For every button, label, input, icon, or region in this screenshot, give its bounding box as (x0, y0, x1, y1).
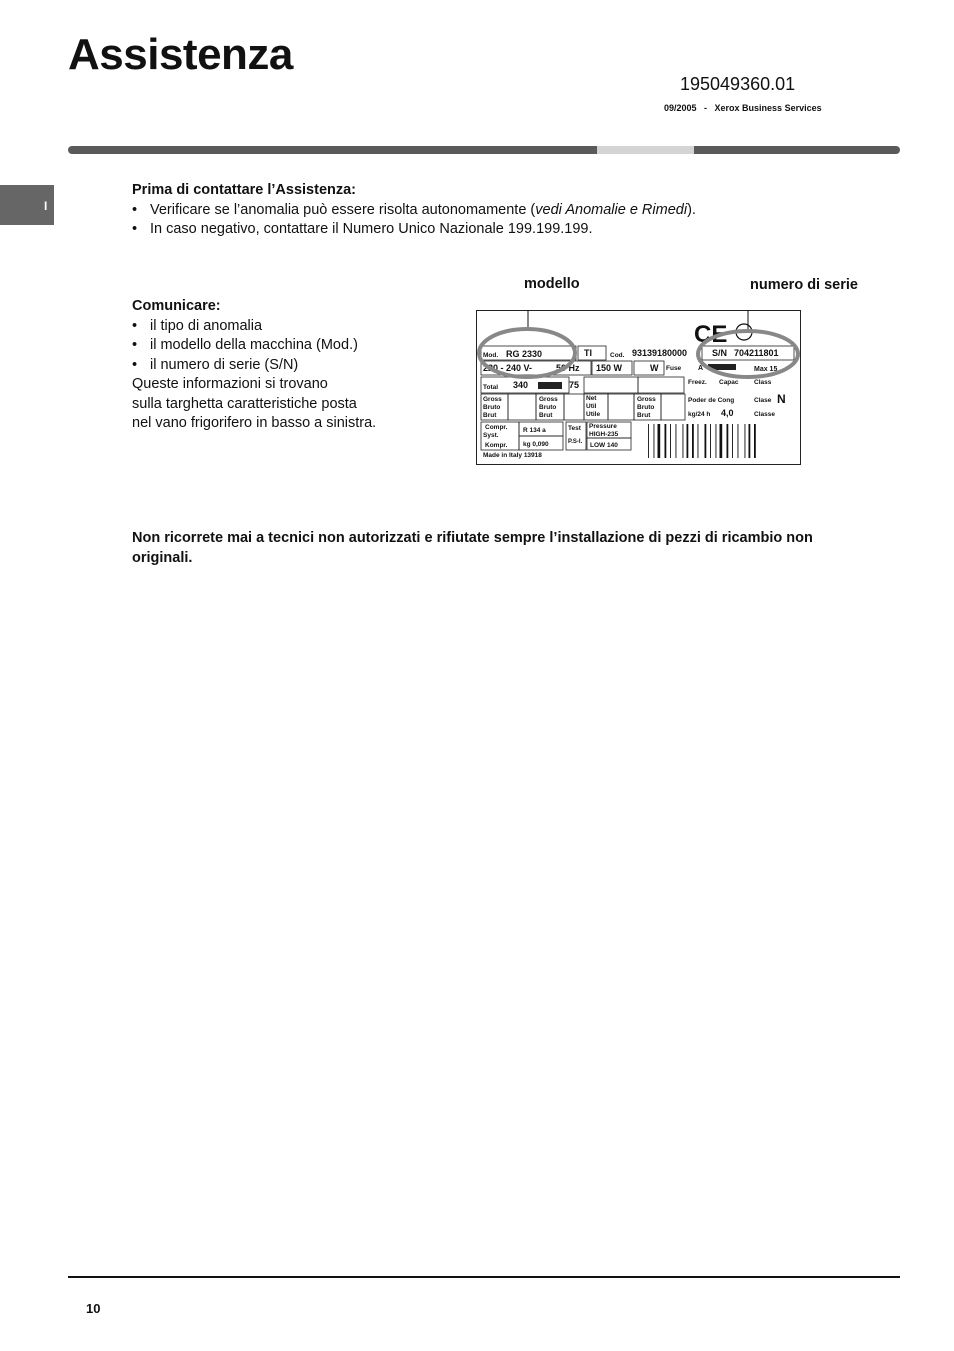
refrigerant-value: R 134 a (523, 427, 546, 434)
footer-divider (68, 1276, 900, 1278)
class-label: Class (754, 379, 772, 386)
page-title: Assistenza (68, 30, 293, 79)
fuse-label: Fuse (666, 365, 682, 372)
total-value: 340 (513, 380, 529, 390)
net-label: Net (586, 395, 597, 402)
communicate-note-line: Queste informazioni si trovano (132, 376, 328, 392)
model-value: RG 2330 (506, 349, 543, 359)
model-callout-label: modello (524, 276, 580, 292)
gross-label: Bruto (483, 404, 501, 411)
before-contact-list (132, 201, 696, 240)
power-value: 150 W (596, 363, 623, 373)
language-tab (0, 185, 54, 225)
capacity-label: Capac (719, 379, 739, 386)
kompressor-label: Kompr. (485, 442, 508, 449)
sn-prefix: S/N (712, 348, 728, 358)
list-item: • Verificare se l’anomalia può essere risolta autonomamente (vedi Anomalie e Rimedi). (132, 201, 696, 221)
gross-label: Brut (483, 412, 497, 419)
gross-label: Bruto (539, 404, 557, 411)
communicate-heading: Comunicare: (132, 298, 221, 314)
gross-label: Gross (637, 396, 656, 403)
refrigerant-quantity-value: kg 0,090 (523, 441, 549, 448)
list-item: • In caso negativo, contattare il Numero Unico Nazionale 199.199.199. (132, 220, 696, 240)
compressor-label: Compr. (485, 424, 508, 431)
mod-prefix: Mod. (483, 352, 499, 359)
classe-label: Classe (754, 411, 775, 418)
header-divider (68, 146, 900, 154)
pressure-low-value: LOW 140 (590, 442, 618, 449)
test-label: Test (568, 425, 581, 432)
ce-mark-icon: CE (694, 321, 728, 348)
max-value: Max 15 (754, 366, 778, 373)
gross-label: Gross (539, 396, 558, 403)
language-tab-label: I (44, 199, 48, 213)
net-label: Utile (586, 411, 601, 418)
freezing-label: Freez. (688, 379, 707, 386)
communicate-note-line: nel vano frigorifero in basso a sinistra. (132, 415, 377, 431)
compressor-label: Syst. (483, 432, 499, 439)
warning-text: Non ricorrete mai a tecnici non autorizzati e rifiutate sempre l’installazione di pezzi di ricambio non originali. (132, 530, 813, 566)
page-number: 10 (86, 1301, 101, 1316)
climate-class-value: N (777, 392, 786, 406)
freezing-capacity-value: 4,0 (721, 408, 734, 418)
lamp-power-value: W (650, 363, 659, 373)
kg24-label: kg/24 h (688, 411, 711, 418)
gross-label: Brut (637, 412, 651, 419)
frequency-value: 50 Hz (556, 363, 580, 373)
list-item: • il modello della macchina (Mod.) (132, 336, 376, 356)
before-contact-heading: Prima di contattare l’Assistenza: (132, 182, 357, 198)
gross-label: Brut (539, 412, 553, 419)
serial-value: 704211801 (734, 348, 779, 358)
star-rating-icon (538, 382, 562, 389)
ti-label: TI (584, 348, 592, 358)
list-item: • il numero di serie (S/N) (132, 356, 376, 376)
document-code: 195049360.01 (680, 74, 796, 94)
serial-callout-label: numero di serie (750, 277, 858, 293)
list-item: • il tipo di anomalia (132, 317, 376, 337)
communicate-note-line: sulla targhetta caratteristiche posta (132, 395, 357, 412)
ampere-label: A (698, 365, 704, 372)
made-in-label: Made in Italy 13918 (483, 452, 542, 459)
rating-plate-figure (476, 310, 801, 465)
gross-label: Gross (483, 396, 502, 403)
communicate-section (132, 297, 376, 434)
psi-label: P.S-I. (568, 439, 583, 445)
gross-label: Bruto (637, 404, 655, 411)
star-compartment-value: 75 (569, 380, 580, 390)
clase-label: Clase (754, 397, 772, 404)
total-label: Total (483, 384, 499, 391)
cod-value: 93139180000 (632, 348, 688, 358)
header-divider-highlight (597, 146, 694, 154)
voltage-value: 220 - 240 V- (483, 363, 533, 373)
before-contact-section (132, 181, 696, 240)
pressure-label: Pressure (589, 423, 617, 430)
net-label: Util (586, 403, 597, 410)
communicate-list (132, 317, 376, 376)
document-date: 09/2005 - Xerox Business Services (664, 103, 822, 113)
freezing-power-label: Poder de Cong (688, 397, 735, 404)
pressure-high-value: HIGH-235 (589, 431, 619, 438)
cod-prefix: Cod. (610, 352, 625, 359)
